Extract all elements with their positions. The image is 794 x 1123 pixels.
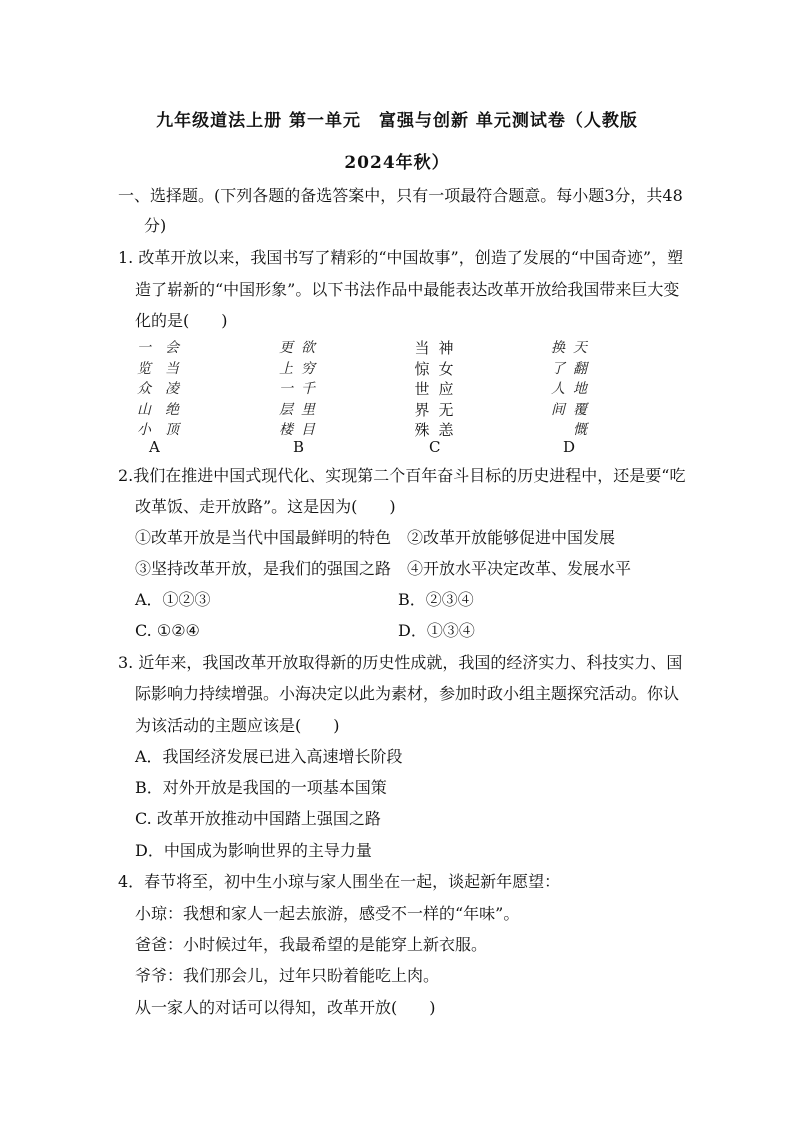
q3-option-b[interactable]: B．对外开放是我国的一项基本国策 [135,778,387,797]
calligraphy-d-col-right [572,338,588,441]
calligraphy-d-col-left [550,338,566,420]
calligraphy-c-col-right [438,338,454,441]
exam-title-line2: 2024年秋） [344,153,450,173]
calligraphy-b-col-left [278,338,294,441]
calligraphy-d-text-left: 换 了 人 间 [551,340,565,418]
q3-stem-line3: 为该活动的主题应该是( ) [135,716,340,735]
q2-statements-line1: ①改革开放是当代中国最鲜明的特色 ②改革开放能够促进中国发展 [135,528,616,547]
calligraphy-d-label: D [563,438,576,456]
q2-stem-line1: 2.我们在推进中国式现代化、实现第二个百年奋斗目标的历史进程中，还是要“吃 [118,466,686,485]
q2-option-a[interactable]: A．①②③ [135,590,211,609]
calligraphy-a-text-left: 一 览 众 山 小 [137,340,151,438]
calligraphy-b-text-left: 更 上 一 层 楼 [279,340,293,438]
q4-stem-line5: 从一家人的对话可以得知，改革开放( ) [135,998,436,1017]
q2-statements-line2: ③坚持改革开放，是我们的强国之路 ④开放水平决定改革、发展水平 [135,559,632,578]
q1-stem-line3: 化的是( ) [135,311,228,330]
calligraphy-b-col-right [300,338,316,441]
calligraphy-a-label: A [149,438,160,456]
exam-title-line1: 九年级道法上册 第一单元 富强与创新 单元测试卷（人教版 [156,111,638,131]
section-instruction-line2: 分) [144,216,167,235]
q2-stem-line2: 改革饭、走开放路”。这是因为( ) [135,497,396,516]
q2-option-b[interactable]: B．②③④ [398,590,474,609]
q4-dialogue-line1: 小琼：我想和家人一起去旅游，感受不一样的“年味”。 [135,904,520,923]
calligraphy-b-text-right: 欲 穷 千 里 目 [301,340,315,438]
q1-stem-line2: 造了崭新的“中国形象”。以下书法作品中最能表达改革开放给我国带来巨大变 [135,280,680,299]
q4-dialogue-line3: 爷爷：我们那会儿，过年只盼着能吃上肉。 [135,966,440,985]
calligraphy-c-text-right: 神 女 应 无 恙 [438,339,454,439]
calligraphy-a-text-right: 会 当 凌 绝 顶 [165,340,179,438]
calligraphy-a-col-right [164,338,180,441]
calligraphy-b-label: B [293,438,305,456]
q3-stem-line1: 3. 近年来，我国改革开放取得新的历史性成就，我国的经济实力、科技实力、国 [118,653,683,672]
q3-option-a[interactable]: A．我国经济发展已进入高速增长阶段 [135,747,403,766]
q3-option-c[interactable]: C. 改革开放推动中国踏上强国之路 [135,809,381,828]
q3-stem-line2: 际影响力持续增强。小海决定以此为素材，参加时政小组主题探究活动。你认 [135,684,680,703]
q4-stem-line1: 4．春节将至，初中生小琼与家人围坐在一起，谈起新年愿望： [118,872,561,891]
q4-dialogue-line2: 爸爸：小时候过年，我最希望的是能穿上新衣服。 [135,935,488,954]
calligraphy-d-text-right: 天 翻 地 覆 慨 [573,340,587,438]
q2-option-c[interactable]: C. ①②④ [135,621,200,640]
calligraphy-c-label: C [429,438,441,456]
q2-option-d[interactable]: D．①③④ [398,621,475,640]
calligraphy-c-text-left: 当 惊 世 界 殊 [414,339,430,439]
section-instruction-line1: 一、选择题。(下列各题的备选答案中，只有一项最符合题意。每小题3分，共48 [118,186,683,205]
calligraphy-a-col-left [136,338,152,441]
q1-stem-line1: 1. 改革开放以来，我国书写了精彩的“中国故事”，创造了发展的“中国奇迹”，塑 [118,248,684,267]
calligraphy-c-col-left [414,338,430,441]
q3-option-d[interactable]: D．中国成为影响世界的主导力量 [135,841,372,860]
